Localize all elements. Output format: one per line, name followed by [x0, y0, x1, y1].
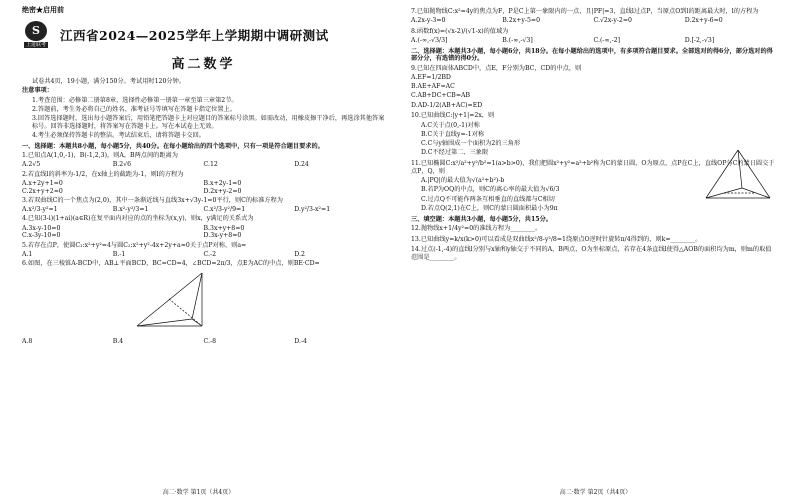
- section-2-heading: 二、选择题：本题共3小题，每小题6分，共18分。在每小题给出的选项中，有多项符合题目要求。全部选对的得6分，部分选对的得部分分，有选错的得0分。: [411, 47, 773, 63]
- option: A.3x-y-10=0: [22, 224, 61, 232]
- question-1: 1.已知点A(1,0,-1)，B(-1,2,3)，则A，B两点间的距离为: [22, 152, 178, 159]
- option: A.|PQ|的最大值为√(a²+b²)-b: [421, 177, 505, 184]
- question-6: 6.如图，在三棱锥A-BCD中，AB⊥平面BCD，BC=CD=4，∠BCD=2π/3，点E为AC的中点，则BE·CD=: [22, 260, 320, 267]
- logo-icon: S: [25, 21, 47, 41]
- tetrahedron-figure: [702, 148, 774, 204]
- option: D.C不经过第二、三象限: [421, 149, 489, 157]
- option: C.过点Q不可能作两条互相垂直的直线都与C相切: [421, 195, 555, 203]
- exam-header: [22, 21, 385, 51]
- note-item: 2.答题前，考生务必将自己的姓名、准考证号等填写在答题卡指定位置上。: [32, 105, 236, 113]
- option: D.若点Q(2,1)在C上，则C的蒙日圆面积最小为9π: [421, 204, 558, 212]
- logo-text: 上进联考: [25, 41, 46, 48]
- option: B.3x+y+8=0: [203, 224, 245, 232]
- option: D.AD-1/2(AB+AC)=ED: [411, 101, 483, 109]
- option: B.-1: [112, 250, 126, 258]
- option: A.2√5: [22, 161, 41, 169]
- exam-info: 试卷共4页，19小题，满分150分。考试用时120分钟。: [32, 78, 185, 85]
- option: C.√2x-y-2=0: [593, 16, 632, 24]
- confidential-label: 绝密★启用前: [22, 5, 64, 14]
- option: A.8: [22, 337, 33, 345]
- subject-title: 高二数学: [171, 56, 236, 72]
- page-2: [397, 0, 794, 502]
- option: C.-2: [203, 250, 217, 258]
- option: C.2x+y+2=0: [22, 187, 63, 195]
- question-7-options: [411, 17, 776, 25]
- option: C.(-∞,-2]: [593, 36, 621, 44]
- option: C.12: [203, 161, 218, 169]
- option: C.x-3y-10=0: [22, 232, 61, 240]
- pyramid-figure: [132, 271, 222, 331]
- question-12: 12.抛物线x+1/4y²=0的准线方程为________。: [411, 224, 542, 232]
- option: A.C关于点(0,-1)对称: [421, 121, 480, 129]
- notes-title: 注意事项：: [22, 87, 53, 95]
- logo: [22, 21, 50, 51]
- option: A.EF=1/2BD: [411, 73, 451, 81]
- question-13: 13.已知曲线y=k/x(k>0)可以看成是双曲线x²/8-y²/8=1绕原点O逆时针旋转π/4得到的，则k=________。: [411, 235, 702, 243]
- question-6-options: [22, 338, 385, 346]
- question-2: 2.若直线l的斜率为-1/2，在x轴上的截距为-1，则l的方程为: [22, 170, 184, 178]
- option: C.C与y轴围成一个面积为2的三角形: [421, 140, 521, 147]
- option: D.2: [294, 250, 305, 258]
- option: D.3x-y+8=0: [203, 232, 242, 240]
- option: A.2x-y-3=0: [411, 16, 446, 24]
- option: D.[-2,-√3]: [684, 36, 715, 44]
- option: D.2x+y-2=0: [203, 187, 242, 195]
- option: D.y²/3-x²=1: [294, 206, 331, 213]
- page-footer: 高二·数学 第2页（共4页）: [559, 488, 632, 496]
- question-1-options: [22, 161, 385, 169]
- question-8-options: [411, 37, 776, 45]
- question-3-options: [22, 206, 385, 214]
- option: C.AB+DC+CB=AB: [411, 92, 471, 100]
- option: B.2x+y-5=0: [502, 16, 541, 24]
- option: A.1: [22, 250, 33, 258]
- question-2-options: [22, 180, 385, 196]
- question-4: 4.已知(3-i)(1+ai)(a∈R)在复平面内对应的点的坐标为(x,y)，则x，y满足的关系式为: [22, 215, 254, 223]
- option: A.x²/3-y²=1: [22, 206, 58, 213]
- option: B.2√6: [112, 161, 132, 169]
- question-5: 5.若存在点P，使圆C₁:x²+y²=4与圆C₂:x²+y²-4x+2y+a=0关于点P对称，则a=: [22, 241, 247, 249]
- note-item: 1.考查范围：必修第二册第8章，选择性必修第一册第一章至第三章第2节。: [32, 96, 238, 104]
- option: B.4: [112, 337, 124, 345]
- question-9: 9.已知在四面体ABCD中，点E，F分别为BC，CD的中点，则: [411, 64, 582, 72]
- option: B.(-∞,-√3]: [502, 36, 533, 44]
- question-8: 8.函数f(x)=(√x-2)/(√1-x)的值域为: [411, 27, 509, 35]
- question-5-options: [22, 251, 385, 259]
- option: B.若P为OQ的中点，则C的离心率的最大值为√6/3: [421, 186, 560, 194]
- section-3-heading: 三、填空题：本题共3小题，每小题5分，共15分。: [411, 215, 552, 223]
- question-10: 10.已知曲线C:|y+1|=2x，则: [411, 112, 495, 120]
- option: D.24: [294, 161, 309, 169]
- option: A.x+2y+1=0: [22, 179, 63, 187]
- option: D.-4: [294, 337, 307, 345]
- option: C.-8: [203, 337, 217, 345]
- option: B.C关于直线y=-1对称: [421, 130, 485, 138]
- question-3: 3.若双曲线C的一个焦点为(2,0)，其中一条渐近线与直线3x+√3y-1=0平行，则C的标准方程为: [22, 196, 283, 204]
- section-1-heading: 一、选择题：本题共8小题，每小题5分，共40分。在每小题给出的四个选项中，只有一项是符合题目要求的。: [22, 142, 324, 150]
- option: B.AE+AF=AC: [411, 83, 455, 90]
- question-11: 11.已知椭圆C:x²/a²+y²/b²=1(a>b>0)，我们把圆x²+y²=a²+b²称为C的蒙日圆，O为原点，点P在C上，直线OP与C的蒙日圆交于点P，Q，则: [411, 160, 775, 175]
- option: D.2x+y-6=0: [684, 16, 723, 24]
- page-footer: 高二·数学 第1页（共4页）: [162, 488, 235, 496]
- option: B.x²-y²/3=1: [112, 206, 149, 213]
- exam-title: 江西省2024—2025学年上学期期中调研测试: [60, 27, 329, 43]
- question-14: 14.过点(-1,-4)的直线l分别与x轴和y轴交于不同的A，B两点，O为坐标原点，若存在4条直线l使得△AOB的面积均为m，则m的取值范围是________。: [411, 246, 772, 261]
- question-4-options: [22, 225, 385, 241]
- note-item: 3.回答选择题时，选出每小题答案后，用铅笔把答题卡上对应题目的答案标号涂黑。如需改动，用橡皮擦干净后，再选涂其他答案标号。回答非选择题时，将答案写在答题卡上。写在本试卷上无效。: [32, 115, 385, 130]
- option: B.x+2y-1=0: [203, 179, 242, 187]
- question-7: 7.已知抛物线C:x²=4y的焦点为F，P是C上第一象限内的一点，且|PF|=3，直线l过点P，当原点O到l的距离最大时，l的方程为: [411, 7, 759, 15]
- note-item: 4.考生必须保持答题卡的整洁。考试结束后，请将答题卡交回。: [32, 132, 205, 139]
- option: C.x²/3-y²/9=1: [203, 206, 246, 213]
- option: A.(-∞,-√3/3]: [411, 36, 448, 44]
